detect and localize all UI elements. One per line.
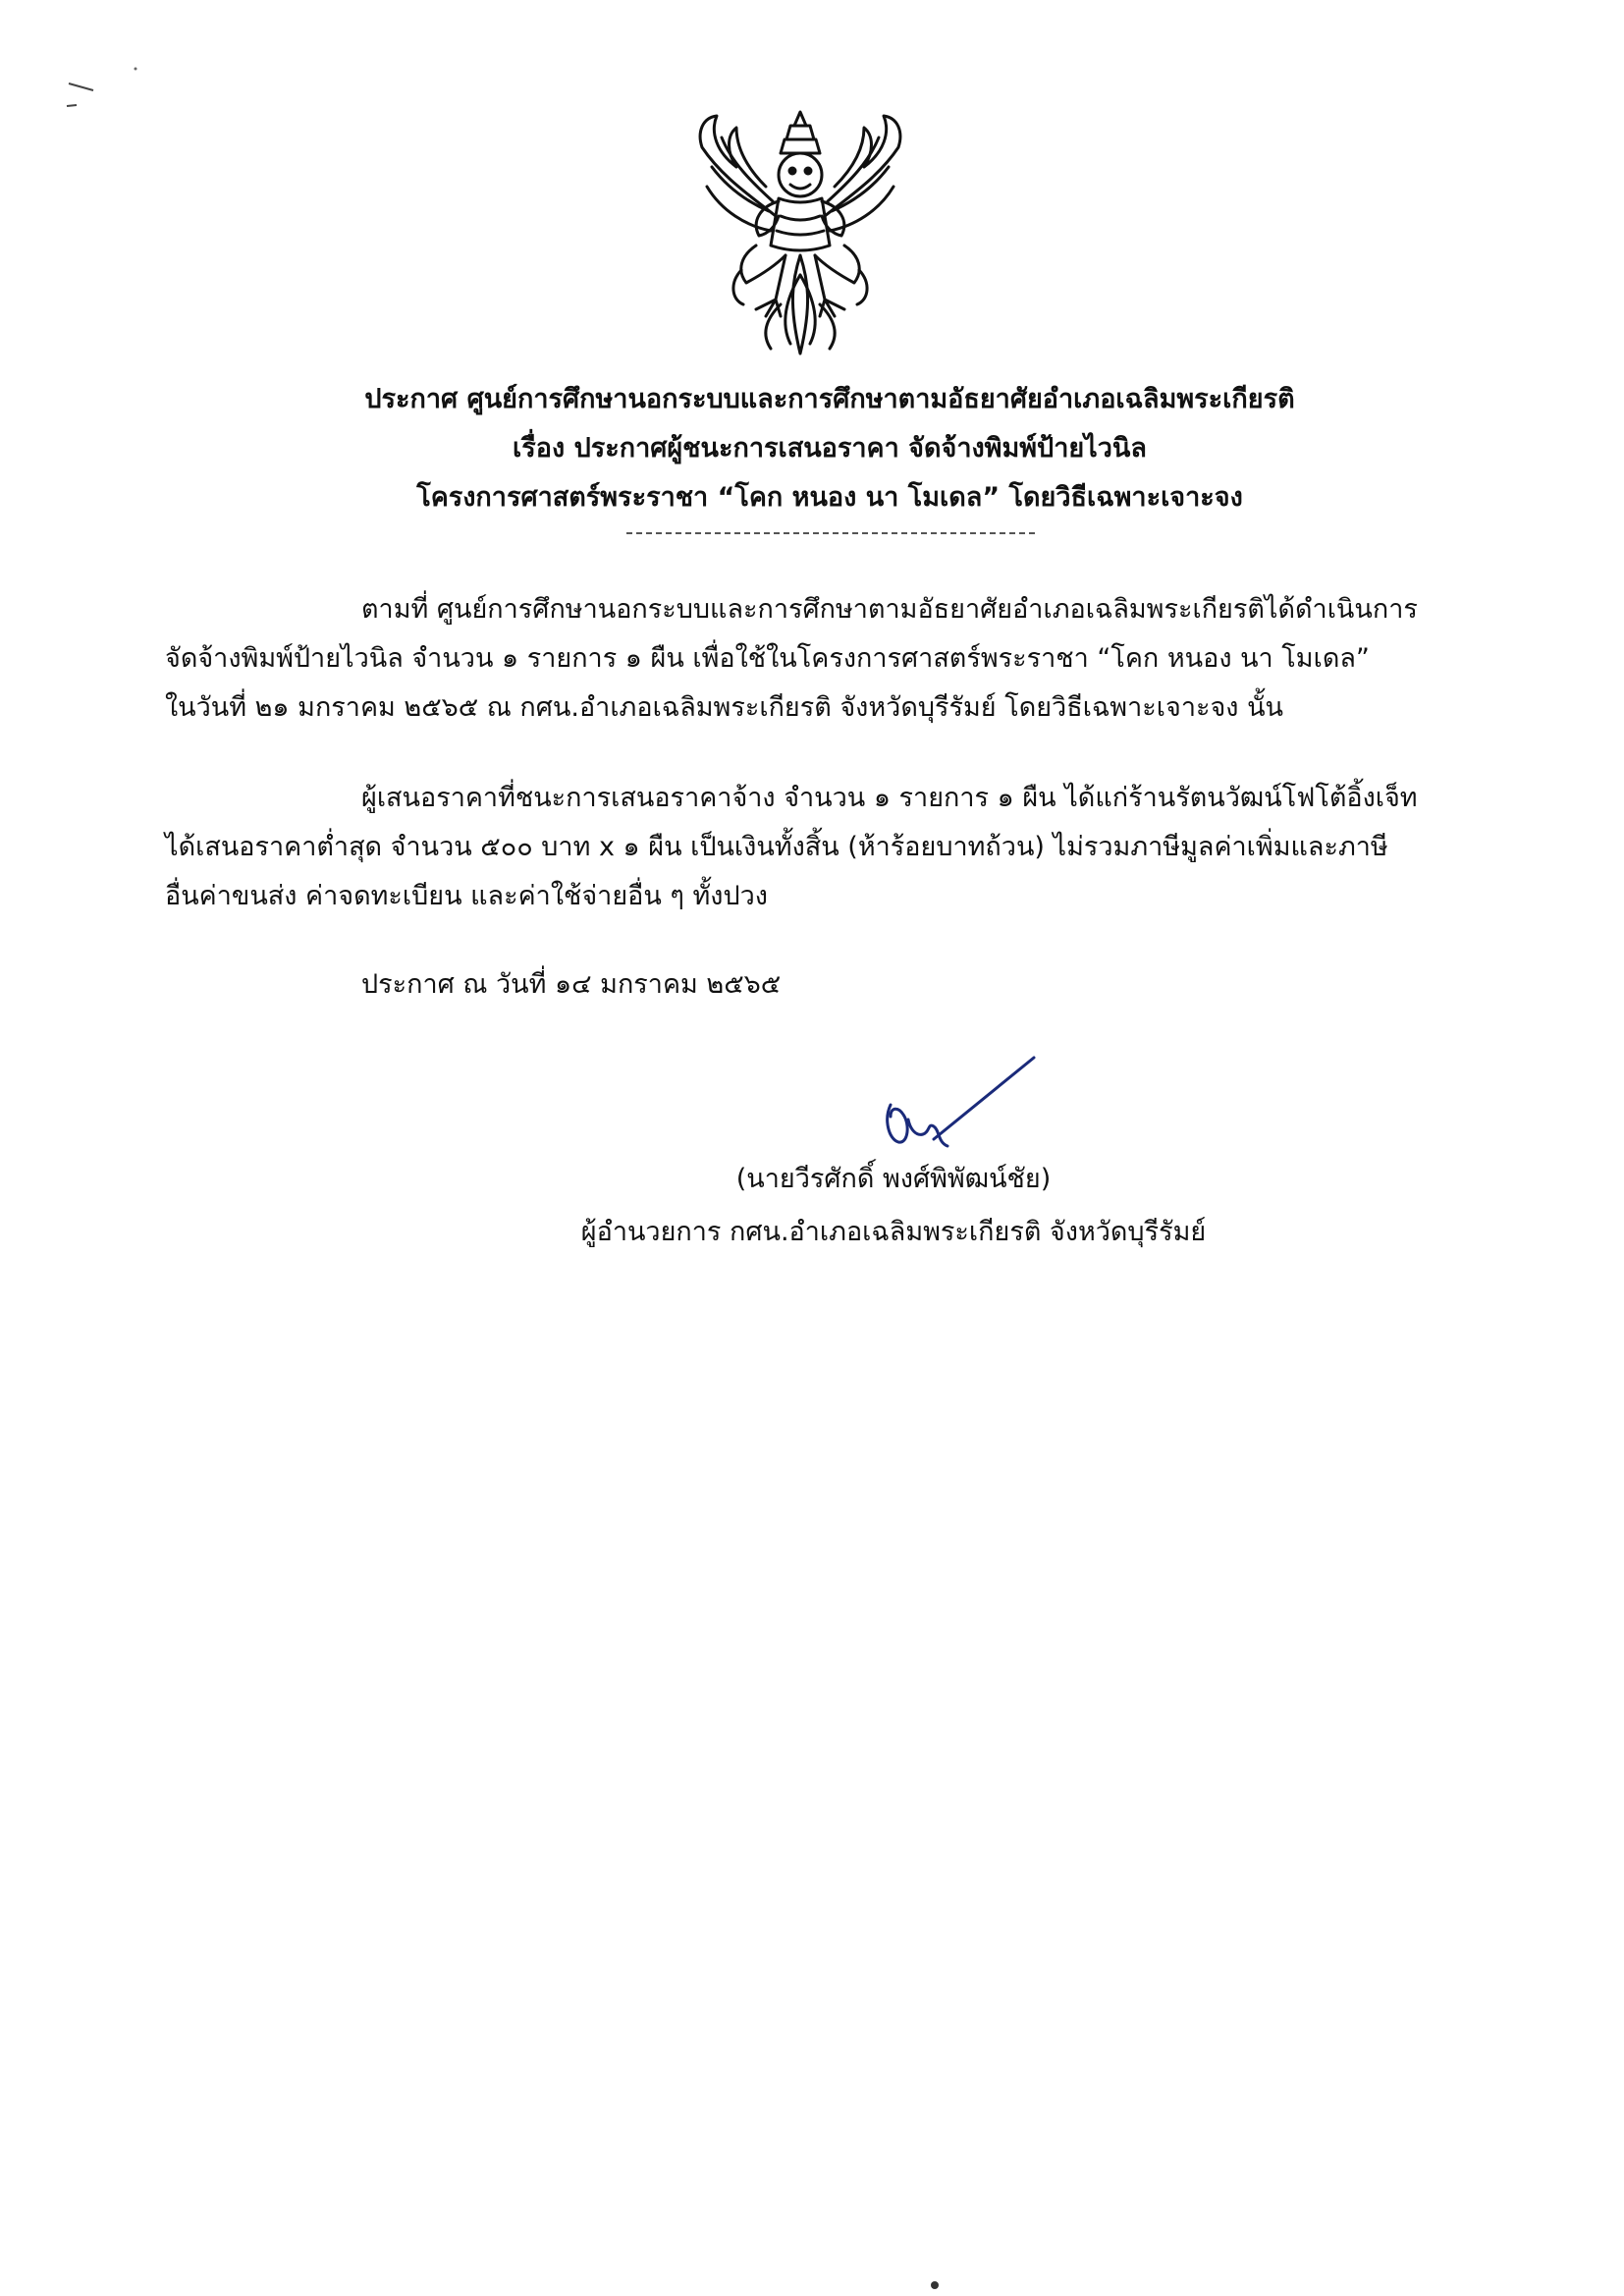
header-project-line: โครงการศาสตร์พระราชา “โคก หนอง นา โมเดล” โดยวิธีเฉพาะเจาะจง (416, 482, 1243, 513)
garuda-emblem-icon (682, 108, 918, 358)
header-title-line: ประกาศ ศูนย์การศึกษานอกระบบและการศึกษาตามอัธยาศัยอำเภอเฉลิมพระเกียรติ (364, 384, 1295, 414)
paragraph-line: ได้เสนอราคาต่ำสุด จำนวน ๕๐๐ บาท x ๑ ผืน เป็นเงินทั้งสิ้น (ห้าร้อยบาทถ้วน) ไม่รวมภาษีมูลค่าเพิ่มและภาษี (165, 832, 1388, 862)
scan-mark (59, 59, 147, 118)
announcement-date: ประกาศ ณ วันที่ ๑๔ มกราคม ๒๕๖๕ (361, 969, 782, 1000)
signatory-position: ผู้อำนวยการ กศน.อำเภอเฉลิมพระเกียรติ จังหวัดบุรีรัมย์ (580, 1217, 1207, 1247)
paragraph-line: ผู้เสนอราคาที่ชนะการเสนอราคาจ้าง จำนวน ๑ รายการ ๑ ผืน ได้แก่ร้านรัตนวัฒน์โฟโต้อิ้งเจ็ท (361, 783, 1418, 813)
signatory-name: (นายวีรศักดิ์ พงศ์พิพัฒน์ชัย) (735, 1164, 1052, 1194)
paragraph-line: ตามที่ ศูนย์การศึกษานอกระบบและการศึกษาตามอัธยาศัยอำเภอเฉลิมพระเกียรติได้ดำเนินการ (361, 594, 1418, 625)
paragraph-line: อื่นค่าขนส่ง ค่าจดทะเบียน และค่าใช้จ่ายอื่น ๆ ทั้งปวง (165, 881, 768, 911)
scan-mark (928, 2278, 942, 2292)
paragraph-line: ในวันที่ ๒๑ มกราคม ๒๕๖๕ ณ กศน.อำเภอเฉลิมพระเกียรติ จังหวัดบุรีรัมย์ โดยวิธีเฉพาะเจาะจง นั้น (165, 692, 1283, 723)
body-paragraph-2 (165, 774, 1490, 921)
header-subject-line: เรื่อง ประกาศผู้ชนะการเสนอราคา จัดจ้างพิมพ์ป้ายไวนิล (513, 433, 1147, 464)
paragraph-line: จัดจ้างพิมพ์ป้ายไวนิล จำนวน ๑ รายการ ๑ ผืน เพื่อใช้ในโครงการศาสตร์พระราชา “โคก หนอง นา โมเดล” (165, 643, 1370, 674)
header-separator (626, 532, 1035, 534)
body-paragraph-1 (165, 585, 1490, 733)
announcement-header (157, 375, 1502, 522)
